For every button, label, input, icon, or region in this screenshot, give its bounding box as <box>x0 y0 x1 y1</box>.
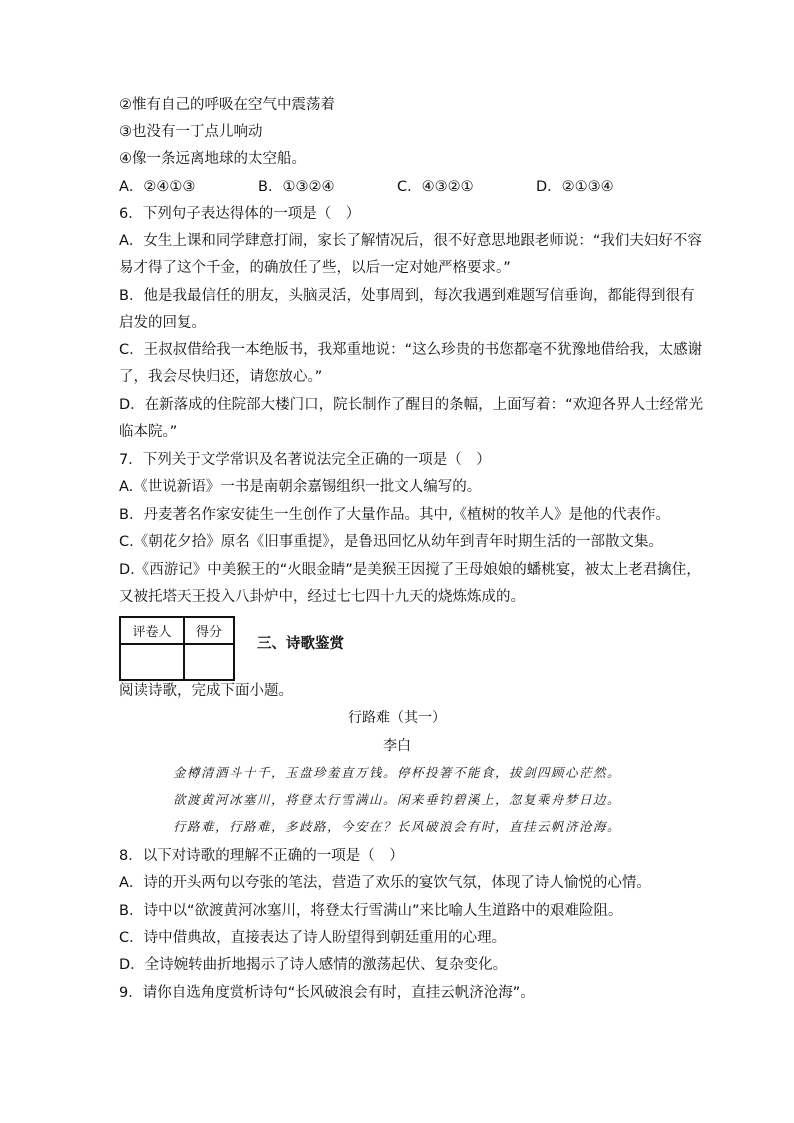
q7-stem: 7．下列关于文学常识及名著说法完全正确的一项是（ ） <box>119 452 491 468</box>
poem-line: 欲渡黄河冰塞川，将登太行雪满山。闲来垂钓碧溪上，忽复乘舟梦日边。 <box>172 792 621 807</box>
q5-option-c: C．④③②① <box>397 179 474 195</box>
q8-line: C．诗中借典故，直接表达了诗人盼望得到朝廷重用的心理。 <box>119 930 507 946</box>
q5-options <box>119 177 719 197</box>
q5-item-3: ③也没有一丁点儿响动 <box>119 124 263 140</box>
q8-line: A．诗的开头两句以夸张的笔法，营造了欢乐的宴饮气氛，体现了诗人愉悦的心情。 <box>119 875 651 891</box>
poem-title: 行路难（其一） <box>348 710 446 726</box>
q6-line: C．王叔叔借给我一本绝版书，我郑重地说：“这么珍贵的书您都毫不犹豫地借给我，太感谢 <box>119 342 703 358</box>
q6-line: A．女生上课和同学肆意打闹，家长了解情况后，很不好意思地跟老师说：“我们夫妇好不容 <box>119 233 702 249</box>
q7-line: 又被托塔天王投入八卦炉中，经过七七四十九天的烧炼炼成的。 <box>119 589 525 605</box>
q8-line: D．全诗婉转曲折地揭示了诗人感情的激荡起伏、复杂变化。 <box>119 957 508 973</box>
poem-author: 李白 <box>383 738 411 754</box>
q7-line: A.《世说新语》一书是南朝余嘉锡组织一批文人编写的。 <box>119 479 482 495</box>
q9-stem: 9．请你自选角度赏析诗句“长风破浪会有时，直挂云帆济沧海”。 <box>119 985 535 1001</box>
score-table-score-header: 得分 <box>184 617 234 644</box>
poem-line: 金樽清酒斗十千，玉盘珍羞直万钱。停杯投箸不能食，拔剑四顾心茫然。 <box>172 765 621 780</box>
q6-line: B．他是我最信任的朋友，头脑灵活，处事周到，每次我遇到难题写信垂询，都能得到很有 <box>119 288 695 304</box>
q6-line: 临本院。” <box>119 424 178 440</box>
score-table <box>119 616 235 681</box>
q6-line: D．在新落成的住院部大楼门口，院长制作了醒目的条幅，上面写着：“欢迎各界人士经常光 <box>119 397 704 413</box>
poem-line: 行路难，行路难，多歧路，今安在？长风破浪会有时，直挂云帆济沧海。 <box>172 819 621 834</box>
q8-line: B．诗中以“欲渡黄河冰塞川，将登太行雪满山”来比喻人生道路中的艰难险阻。 <box>119 903 623 919</box>
q6-line: 启发的回复。 <box>119 315 206 331</box>
q5-item-4: ④像一条远离地球的太空船。 <box>119 151 306 167</box>
score-table-score-cell[interactable] <box>184 644 234 680</box>
q6-line: 易才得了这个千金，的确放任了些，以后一定对她严格要求。” <box>119 260 511 276</box>
q7-line: D.《西游记》中美猴王的“火眼金睛”是美猴王因搅了王母娘娘的蟠桃宴，被太上老君擒住， <box>119 562 701 578</box>
q5-option-d: D．②①③④ <box>536 179 614 195</box>
q7-line: B．丹麦著名作家安徒生一生创作了大量作品。其中,《植树的牧羊人》是他的代表作。 <box>119 507 671 523</box>
q5-item-2: ②惟有自己的呼吸在空气中震荡着 <box>119 97 335 113</box>
q6-line: 了，我会尽快归还，请您放心。” <box>119 369 323 385</box>
q7-line: C.《朝花夕拾》原名《旧事重提》，是鲁迅回忆从幼年到青年时期生活的一部散文集。 <box>119 534 663 550</box>
q5-option-b: B．①③②④ <box>258 179 335 195</box>
instruction: 阅读诗歌，完成下面小题。 <box>119 683 293 699</box>
q6-stem: 6．下列句子表达得体的一项是（ ） <box>119 206 361 222</box>
section-title: 三、诗歌鉴赏 <box>257 636 344 652</box>
score-table-grader-header: 评卷人 <box>120 617 184 644</box>
q5-option-a: A．②④①③ <box>119 179 196 195</box>
score-table-grader-cell[interactable] <box>120 644 184 680</box>
q8-stem: 8．以下对诗歌的理解不正确的一项是（ ） <box>119 848 404 864</box>
